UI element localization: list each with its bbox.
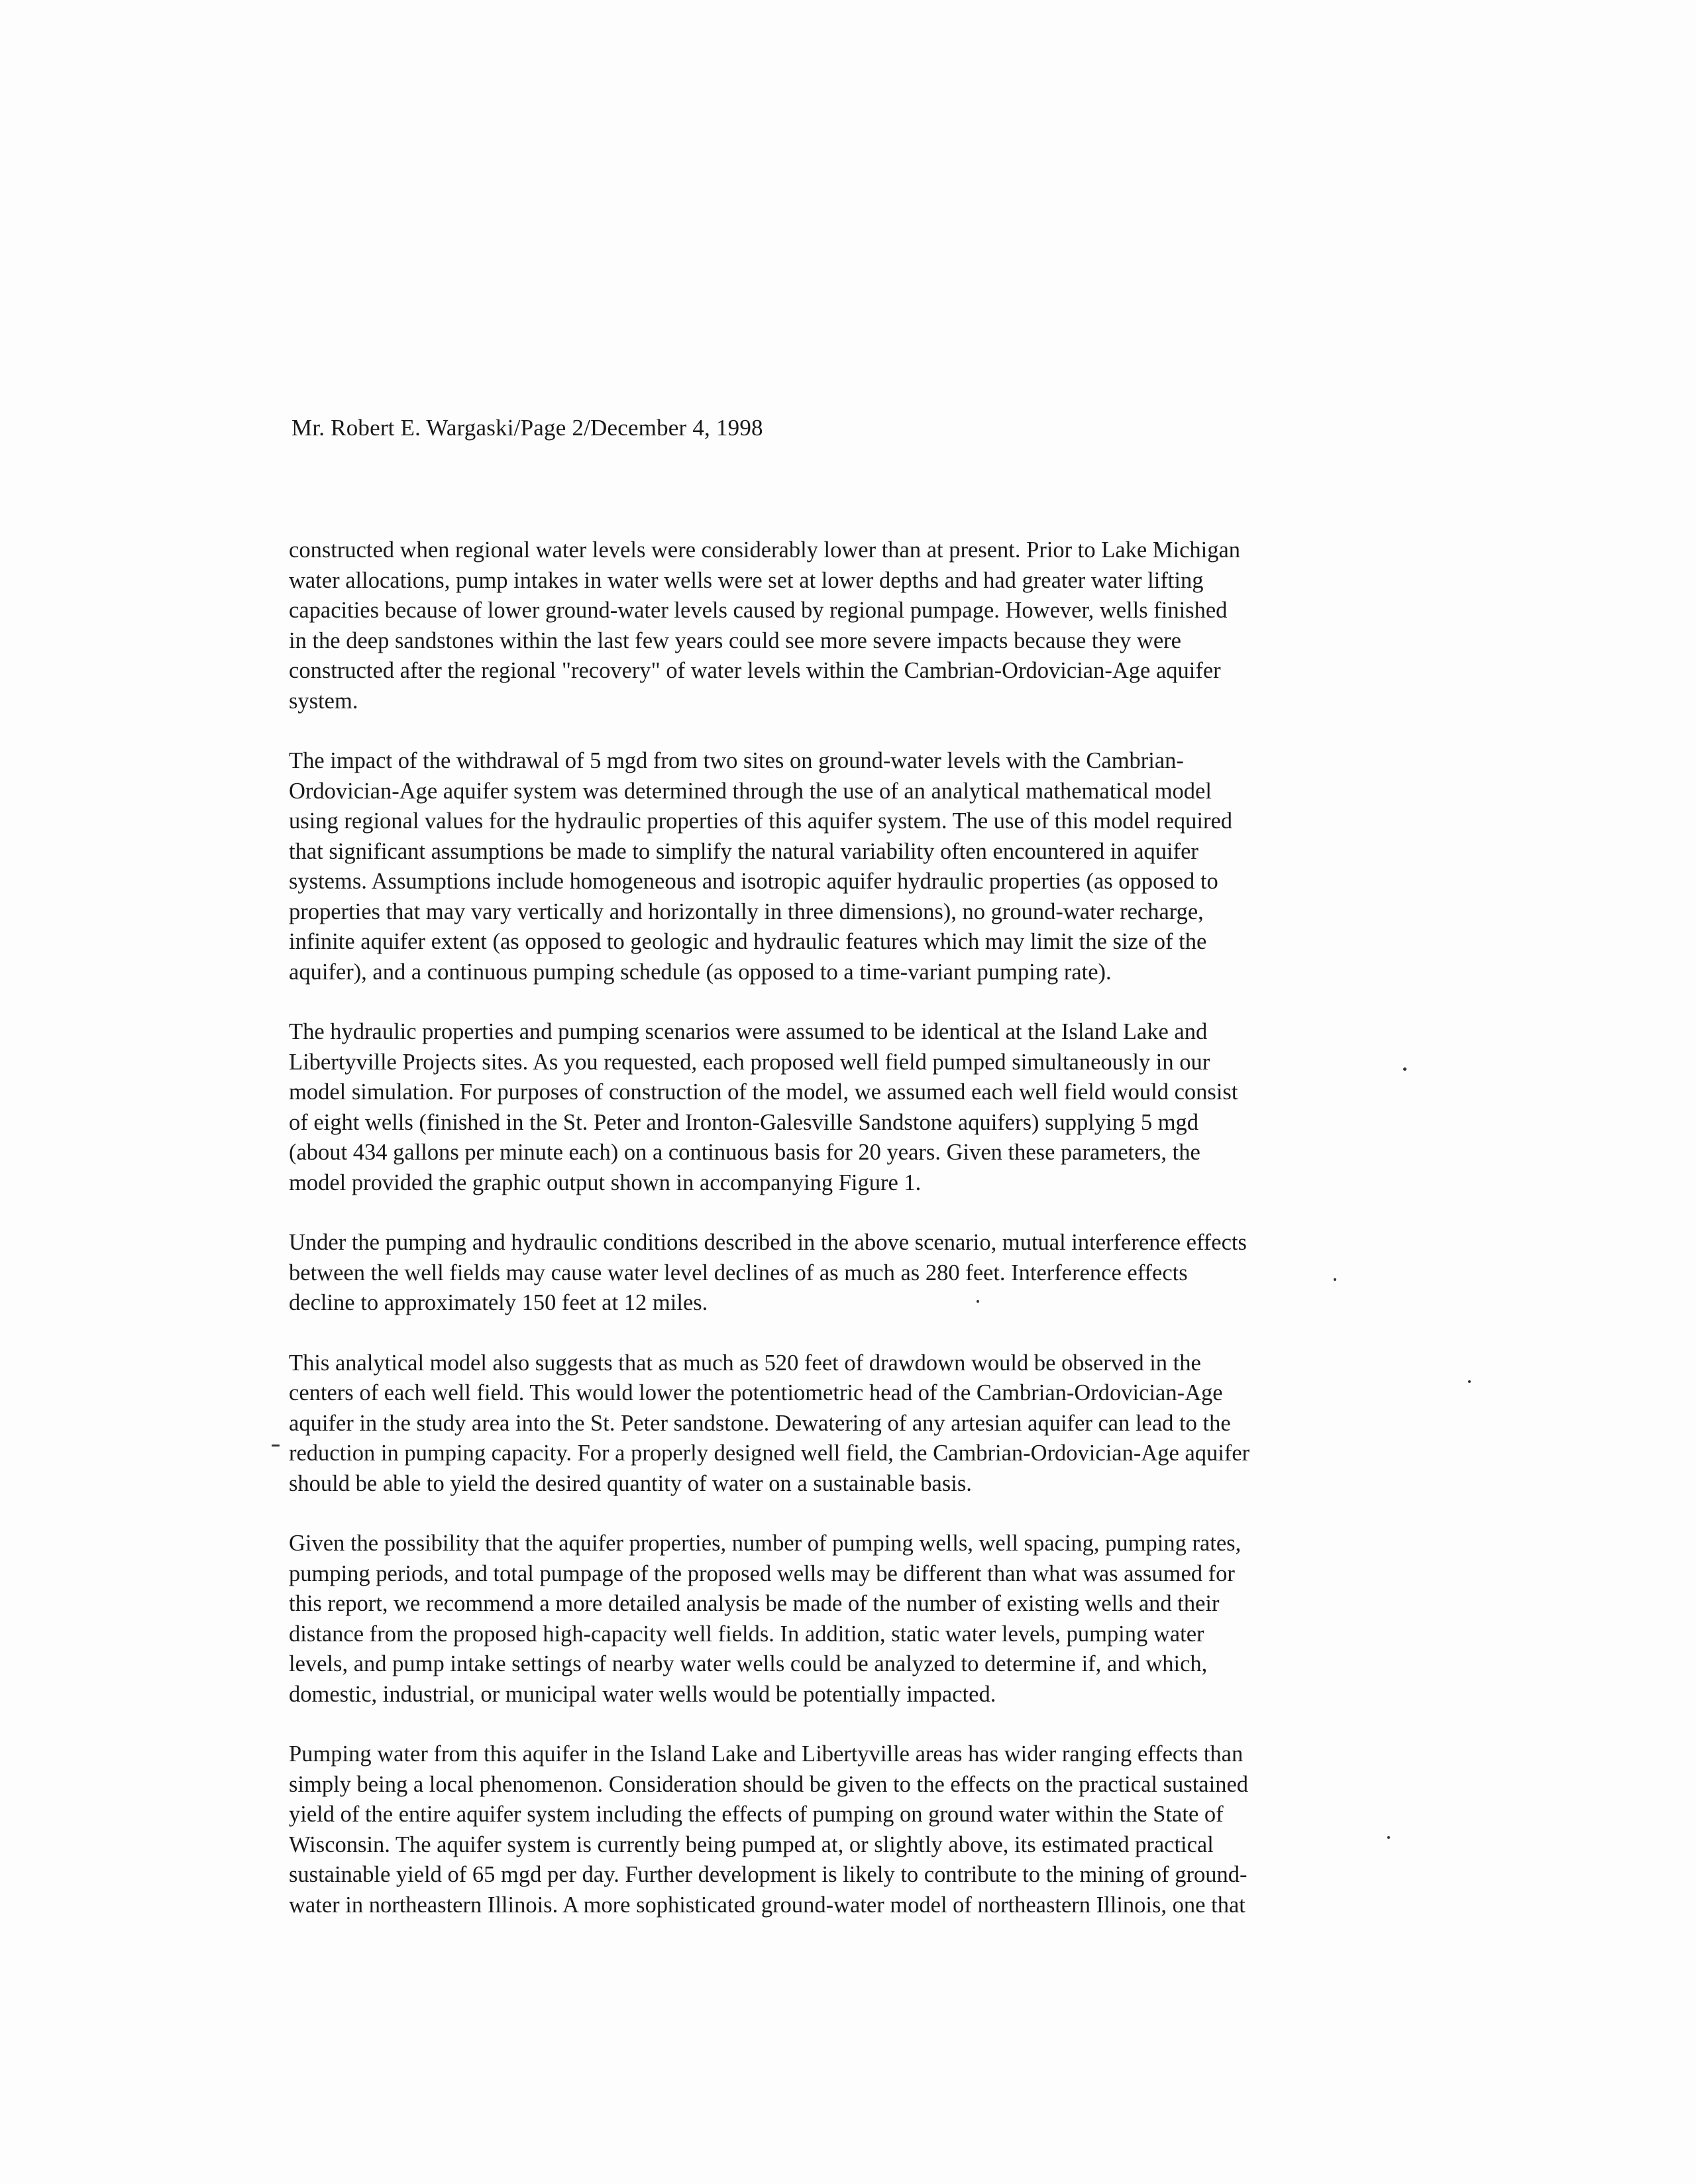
paragraph-3 (289, 1017, 1394, 1198)
text-line: model provided the graphic output shown in accompanying Figure 1. (289, 1170, 922, 1195)
scan-speck (1334, 1278, 1336, 1281)
text-line: centers of each well field. This would lower the potentiometric head of the Cambrian-Ordovician-Age (289, 1380, 1223, 1405)
page-header: Mr. Robert E. Wargaski/Page 2/December 4, 1998 (292, 415, 763, 441)
text-line: The hydraulic properties and pumping scenarios were assumed to be identical at the Island Lake and (289, 1019, 1208, 1044)
scan-speck (1403, 1067, 1406, 1071)
text-line: yield of the entire aquifer system including the effects of pumping on ground water within the State of (289, 1802, 1224, 1827)
paragraph-2 (289, 746, 1394, 987)
text-line: in the deep sandstones within the last few years could see more severe impacts because they were (289, 628, 1181, 653)
paragraph-6 (289, 1529, 1394, 1710)
paragraph-4 (289, 1228, 1394, 1319)
text-line: domestic, industrial, or municipal water wells would be potentially impacted. (289, 1681, 996, 1707)
paragraph-5 (289, 1348, 1394, 1500)
text-line: system. (289, 688, 358, 714)
text-line: properties that may vary vertically and horizontally in three dimensions), no ground-water recharge, (289, 899, 1204, 924)
text-line: water allocations, pump intakes in water wells were set at lower depths and had greater water lifting (289, 567, 1204, 593)
text-line: (about 434 gallons per minute each) on a continuous basis for 20 years. Given these parameters, the (289, 1140, 1200, 1165)
text-line: levels, and pump intake settings of nearby water wells could be analyzed to determine if, and which, (289, 1651, 1208, 1676)
text-line: constructed when regional water levels were considerably lower than at present. Prior to Lake Michigan (289, 537, 1241, 563)
text-line: using regional values for the hydraulic properties of this aquifer system. The use of this model required (289, 808, 1233, 834)
text-line: infinite aquifer extent (as opposed to geologic and hydraulic features which may limit the size of the (289, 929, 1207, 954)
text-line: that significant assumptions be made to simplify the natural variability often encountered in aquifer (289, 838, 1198, 864)
text-line: reduction in pumping capacity. For a properly designed well field, the Cambrian-Ordovician-Age aquifer (289, 1441, 1250, 1466)
paragraph-1 (289, 535, 1394, 716)
text-line: this report, we recommend a more detailed analysis be made of the number of existing wells and their (289, 1591, 1220, 1616)
scan-speck (977, 1300, 979, 1303)
text-line: The impact of the withdrawal of 5 mgd from two sites on ground-water levels with the Cambrian- (289, 748, 1184, 773)
text-line: This analytical model also suggests that as much as 520 feet of drawdown would be observed in the (289, 1350, 1201, 1376)
text-line: aquifer), and a continuous pumping schedule (as opposed to a time-variant pumping rate). (289, 959, 1112, 985)
text-line: Libertyville Projects sites. As you requested, each proposed well field pumped simultaneously in our (289, 1049, 1210, 1075)
paragraph-7 (289, 1739, 1394, 1920)
text-line: aquifer in the study area into the St. Peter sandstone. Dewatering of any artesian aquifer can lead to the (289, 1410, 1231, 1436)
scan-speck (272, 1445, 280, 1447)
text-line: Pumping water from this aquifer in the Island Lake and Libertyville areas has wider ranging effects than (289, 1741, 1244, 1767)
text-line: model simulation. For purposes of construction of the model, we assumed each well field would consist (289, 1079, 1238, 1105)
text-line: Under the pumping and hydraulic conditions described in the above scenario, mutual interference effects (289, 1230, 1247, 1255)
text-line: sustainable yield of 65 mgd per day. Further development is likely to contribute to the mining of ground- (289, 1862, 1247, 1887)
text-line: constructed after the regional "recovery" of water levels within the Cambrian-Ordovician-Age aquifer (289, 658, 1221, 683)
text-line: Ordovician-Age aquifer system was determined through the use of an analytical mathematical model (289, 778, 1212, 804)
text-line: systems. Assumptions include homogeneous and isotropic aquifer hydraulic properties (as opposed to (289, 869, 1218, 894)
text-line: Wisconsin. The aquifer system is currently being pumped at, or slightly above, its estimated practical (289, 1831, 1214, 1857)
text-line: capacities because of lower ground-water levels caused by regional pumpage. However, wells finished (289, 598, 1228, 623)
text-line: between the well fields may cause water level declines of as much as 280 feet. Interference effects (289, 1260, 1188, 1285)
text-line: simply being a local phenomenon. Consideration should be given to the effects on the practical sustained (289, 1771, 1249, 1797)
text-line: Given the possibility that the aquifer properties, number of pumping wells, well spacing, pumping rates, (289, 1531, 1242, 1556)
text-line: water in northeastern Illinois. A more sophisticated ground-water model of northeastern Illinois, one that (289, 1892, 1246, 1918)
text-line: decline to approximately 150 feet at 12 miles. (289, 1290, 708, 1315)
scan-speck (1387, 1836, 1390, 1839)
text-line: distance from the proposed high-capacity well fields. In addition, static water levels, pumping water (289, 1621, 1204, 1647)
text-line: pumping periods, and total pumpage of the proposed wells may be different than what was assumed for (289, 1560, 1235, 1586)
text-line: should be able to yield the desired quantity of water on a sustainable basis. (289, 1470, 972, 1496)
text-line: of eight wells (finished in the St. Peter and Ironton-Galesville Sandstone aquifers) supplying 5 mgd (289, 1109, 1199, 1135)
scan-speck (1468, 1380, 1471, 1383)
letter-body (289, 535, 1394, 1950)
